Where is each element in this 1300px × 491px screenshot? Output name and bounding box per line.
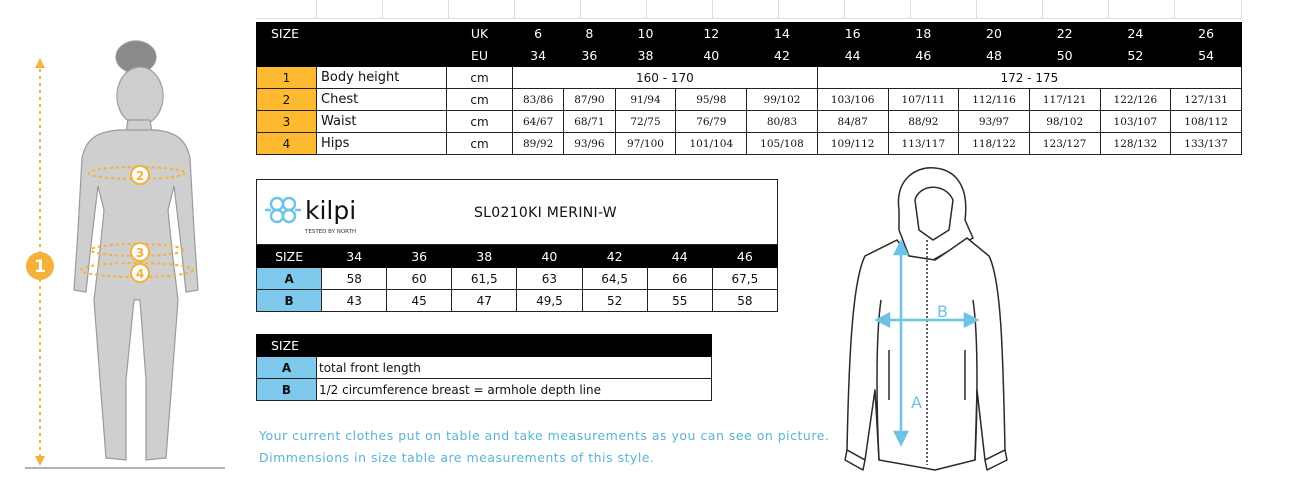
cell-value: 43 bbox=[322, 290, 387, 312]
cell-value: 80/83 bbox=[747, 111, 818, 133]
cell-value: 128/132 bbox=[1100, 133, 1171, 155]
legend-text: 1/2 circumference breast = armhole depth line bbox=[317, 379, 712, 401]
uk-size: 10 bbox=[615, 23, 676, 45]
uk-size: 16 bbox=[817, 23, 888, 45]
uk-size: 6 bbox=[513, 23, 564, 45]
cell-value: 67,5 bbox=[712, 268, 777, 290]
kilpi-logo bbox=[263, 186, 373, 238]
marker-chest bbox=[131, 166, 149, 184]
eu-size: 44 bbox=[817, 45, 888, 67]
row-label: Waist bbox=[317, 111, 447, 133]
table-row bbox=[257, 89, 1242, 111]
table-row bbox=[257, 133, 1242, 155]
eu-label: EU bbox=[447, 45, 513, 67]
cell-value: 83/86 bbox=[513, 89, 564, 111]
garment-size: 44 bbox=[647, 246, 712, 268]
eu-size: 50 bbox=[1029, 45, 1100, 67]
row-unit: cm bbox=[447, 111, 513, 133]
eu-size: 52 bbox=[1100, 45, 1171, 67]
row-number: 3 bbox=[257, 111, 317, 133]
cell-value: 107/111 bbox=[888, 89, 959, 111]
cell-value: 93/97 bbox=[959, 111, 1030, 133]
marker-2-label: 2 bbox=[135, 169, 145, 183]
cell-value: 58 bbox=[712, 290, 777, 312]
cell-value: 58 bbox=[322, 268, 387, 290]
legend-header bbox=[257, 335, 712, 357]
eu-size: 38 bbox=[615, 45, 676, 67]
garment-size-header bbox=[257, 246, 778, 268]
measurement-legend-table bbox=[256, 334, 712, 401]
cell-value: 103/107 bbox=[1100, 111, 1171, 133]
eu-size: 48 bbox=[959, 45, 1030, 67]
body-measurement-figure bbox=[0, 0, 250, 491]
uk-size: 12 bbox=[676, 23, 747, 45]
cell-value: 101/104 bbox=[676, 133, 747, 155]
instruction-note: Your current clothes put on table and take measurements as you can see on picture. bbox=[259, 428, 830, 443]
cell-value: 109/112 bbox=[817, 133, 888, 155]
eu-size: 34 bbox=[513, 45, 564, 67]
body-size-table bbox=[256, 22, 1242, 155]
table-row bbox=[257, 357, 712, 379]
cell-value: 89/92 bbox=[513, 133, 564, 155]
cell-value: 66 bbox=[647, 268, 712, 290]
cell-value: 118/122 bbox=[959, 133, 1030, 155]
row-label: Hips bbox=[317, 133, 447, 155]
cell-value: 49,5 bbox=[517, 290, 582, 312]
row-number: 2 bbox=[257, 89, 317, 111]
height-range: 160 - 170 bbox=[513, 67, 818, 89]
cell-value: 95/98 bbox=[676, 89, 747, 111]
row-number: 4 bbox=[257, 133, 317, 155]
eu-size: 46 bbox=[888, 45, 959, 67]
cell-value: 52 bbox=[582, 290, 647, 312]
cell-value: 122/126 bbox=[1100, 89, 1171, 111]
cell-value: 76/79 bbox=[676, 111, 747, 133]
cell-value: 84/87 bbox=[817, 111, 888, 133]
jacket-measurement-diagram bbox=[835, 160, 1020, 480]
cell-value: 55 bbox=[647, 290, 712, 312]
row-unit: cm bbox=[447, 133, 513, 155]
instruction-note: Dimmensions in size table are measurements of this style. bbox=[259, 450, 655, 465]
row-number: 1 bbox=[257, 67, 317, 89]
cell-value: 87/90 bbox=[564, 89, 615, 111]
garment-size: 38 bbox=[452, 246, 517, 268]
table-row bbox=[257, 67, 1242, 89]
marker-3-label: 3 bbox=[135, 246, 145, 260]
uk-size: 24 bbox=[1100, 23, 1171, 45]
brand-tagline: TESTED BY NORTH bbox=[305, 229, 357, 235]
row-label: Chest bbox=[317, 89, 447, 111]
table-row bbox=[257, 290, 778, 312]
cell-value: 68/71 bbox=[564, 111, 615, 133]
garment-size: 46 bbox=[712, 246, 777, 268]
brand-header bbox=[256, 179, 778, 245]
table-row bbox=[257, 268, 778, 290]
cell-value: 60 bbox=[387, 268, 452, 290]
row-key: B bbox=[257, 290, 322, 312]
cell-value: 91/94 bbox=[615, 89, 676, 111]
marker-1-label: 1 bbox=[34, 257, 46, 277]
row-unit: cm bbox=[447, 67, 513, 89]
garment-size: 40 bbox=[517, 246, 582, 268]
table-row bbox=[257, 379, 712, 401]
cell-value: 133/137 bbox=[1171, 133, 1242, 155]
cell-value: 99/102 bbox=[747, 89, 818, 111]
marker-waist bbox=[131, 243, 149, 261]
marker-height bbox=[26, 252, 54, 280]
legend-key: A bbox=[257, 357, 317, 379]
legend-text: total front length bbox=[317, 357, 712, 379]
cell-value: 103/106 bbox=[817, 89, 888, 111]
uk-size: 26 bbox=[1171, 23, 1242, 45]
eu-size: 54 bbox=[1171, 45, 1242, 67]
height-range: 172 - 175 bbox=[817, 67, 1241, 89]
model-name: SL0210KI MERINI-W bbox=[474, 205, 617, 221]
cell-value: 108/112 bbox=[1171, 111, 1242, 133]
cell-value: 98/102 bbox=[1029, 111, 1100, 133]
top-grid-lines bbox=[256, 0, 1242, 20]
cell-value: 88/92 bbox=[888, 111, 959, 133]
cell-value: 63 bbox=[517, 268, 582, 290]
uk-size: 14 bbox=[747, 23, 818, 45]
eu-size-row bbox=[257, 45, 1242, 67]
cell-value: 127/131 bbox=[1171, 89, 1242, 111]
uk-label: UK bbox=[447, 23, 513, 45]
marker-hips bbox=[131, 264, 149, 282]
table-row bbox=[257, 111, 1242, 133]
uk-size: 20 bbox=[959, 23, 1030, 45]
cell-value: 61,5 bbox=[452, 268, 517, 290]
uk-size-row bbox=[257, 23, 1242, 45]
garment-size-table bbox=[256, 245, 778, 312]
size-heading: SIZE bbox=[257, 23, 447, 45]
cell-value: 97/100 bbox=[615, 133, 676, 155]
garment-size: 42 bbox=[582, 246, 647, 268]
uk-size: 8 bbox=[564, 23, 615, 45]
jacket-marker-a: A bbox=[911, 393, 922, 412]
cell-value: 47 bbox=[452, 290, 517, 312]
cell-value: 64,5 bbox=[582, 268, 647, 290]
cell-value: 113/117 bbox=[888, 133, 959, 155]
eu-size: 42 bbox=[747, 45, 818, 67]
cell-value: 117/121 bbox=[1029, 89, 1100, 111]
legend-key: B bbox=[257, 379, 317, 401]
cell-value: 123/127 bbox=[1029, 133, 1100, 155]
row-key: A bbox=[257, 268, 322, 290]
cell-value: 105/108 bbox=[747, 133, 818, 155]
size-heading: SIZE bbox=[257, 246, 322, 268]
row-unit: cm bbox=[447, 89, 513, 111]
uk-size: 18 bbox=[888, 23, 959, 45]
size-heading: SIZE bbox=[257, 335, 712, 357]
cell-value: 45 bbox=[387, 290, 452, 312]
garment-size: 36 bbox=[387, 246, 452, 268]
eu-size: 36 bbox=[564, 45, 615, 67]
row-label: Body height bbox=[317, 67, 447, 89]
uk-size: 22 bbox=[1029, 23, 1100, 45]
cell-value: 72/75 bbox=[615, 111, 676, 133]
eu-size: 40 bbox=[676, 45, 747, 67]
garment-size: 34 bbox=[322, 246, 387, 268]
cell-value: 93/96 bbox=[564, 133, 615, 155]
cell-value: 112/116 bbox=[959, 89, 1030, 111]
cell-value: 64/67 bbox=[513, 111, 564, 133]
jacket-marker-b: B bbox=[937, 302, 948, 321]
marker-4-label: 4 bbox=[135, 267, 145, 281]
brand-name: kilpi bbox=[305, 196, 357, 225]
